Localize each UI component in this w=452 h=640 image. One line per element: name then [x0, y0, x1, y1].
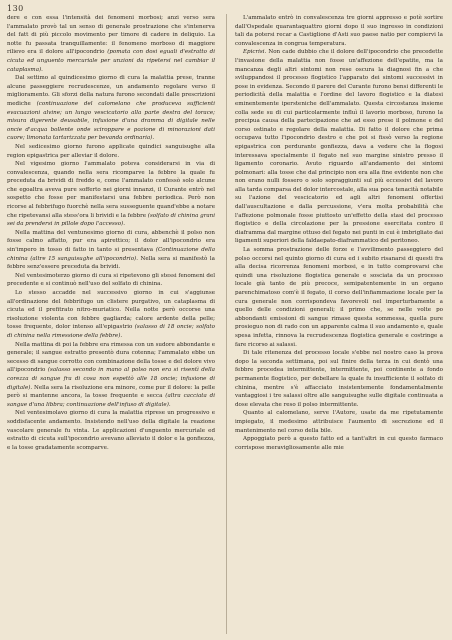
paragraph: La somma prostrazione delle forze e l'avvilimento passeggiero del polso occorsi nel quinto giorno di cura ed i subito risanarsi di questi fra alla decisa ricorrenza fenomeni morbosi, e in tutto comprovarsi che quindi una risoluzione flogistica generale e sosciata da un processo locale già tanto de più precoce, semipatentemente in un organo parenchimatoso com'è il fegato, il corso dell'infiammazione locale per la cura generale non corrispondeva favorevoli nel imperturbamente a quello delle condizioni generali; il primo che, se nelle volte po abbondanti emissioni di sangue rimase questa sommessa, quella pure prosieguo non di rado con un apparente calma il suo andamento e, quale spesa infetta, rinnova la recrudescenza flogistica generale e costringe a fare ricorso ai salassi. — [235, 247, 443, 348]
paragraph: Di tale ritenenza del processo locale s'ebbe nel nostro caso la prova dopo la seconda settimana, poi sul finire della terza in cui dentò una febbre procedea intermittente, intermittente, poi continente a fondo permanente flogistico, per debellare la quale fu insufficiente il solfato di chinina, mentre s'è affacciato insistentemente fondamentalmente vantaggiosi i tre salassi oltre alle sanguisughe sulle digitale continuata a dose elevata che reso il polso intermittente. — [235, 350, 443, 408]
paragraph: Nel ventesimolavo giorno di cura la malattia riprese un progressivo e soddisfacente andamento. Insistendo nell'uso della digitale la reazione vascolare generale fu vinta. Le applicazioni d'unguento mercuriale ed estratto di cicuta sull'ipocondrio avevano alleviato il dolor e la gonfiezza, e la tosse gradatamente scomparve. — [7, 410, 215, 451]
paragraph: Lo stesso accadde nel successivo giorno in cui s'aggiunse all'ordinazione del febbrifugo un clistere purgativo, un cataplasma di cicuta ed il prefitrato nitro-muriatico. Nella notte però occorse una risoluzione violenta con febbre gagliarda; calore ardente della pelle; tosse frequente, dolor intenso all'epigastrio (salasso di 18 oncie; solfato di chinina nella rimessione della febbre). — [7, 290, 215, 339]
paragraph: Nel sedicesimo giorno furono applicate quindici sanguisughe alla region epigastrica per alleviar il dolore. — [7, 143, 215, 159]
paragraph: Dal settimo al quindicesimo giorno di cura la malattia prese, tranne alcune passeggiere recrudescenze, un andamento regolare verso il miglioramento. Gli sforzi della natura furono secondati dalle prescrizioni mediche (continuazione del calomelano che produceva sufficienti evacuazioni alvine; un lungo vescicatorio alla parte destra del torace; misura digerente deusabile, infusione d'una dramma di digitale nelle oncie d'acqua bollente onde sciroppare e pozione di minorazioni dati cuore; limonata tartarizzata per bevanda ordinaria). — [7, 75, 215, 142]
paragraph: Nel vigesimo giorno l'ammalato poteva considerarsi in via di convalescenza, quando nella sera ricomparve la febbre la quale fu preceduta da brividi di freddo e, come l'ammalato confessò solo alcune che egoaltra aveva pure sofferto nei giorni innanzi, il Curante entrò nel sospetto che fosse per manifestarsi una febbre periodica. Però non ricorse al febbrifugo fuorchè nella sera susseguente quand'ebbe a notare che ripetevansi alla stess'ora li brividi e la febbre (solfato di chinina grani sei da prendersi in pillole dopo l'accesso). — [7, 161, 215, 228]
left-text-column — [7, 14, 215, 634]
column-divider — [226, 14, 227, 634]
right-text-column — [235, 14, 443, 634]
paragraph: Nel ventesimoterzo giorno di cura si ripetevono gli stessi fenomeni del precedente e si continuò nell'uso del solfato di chinina. — [7, 272, 215, 288]
paragraph: dere e con essa l'intensità dei fenomeni morbosi; anzi verso sera l'ammalato provò tal un senso di generale prostrazione che s'intenerva del fatt di più piccolo movimento per timore di cadere in deliquio. La notte fu passata tranquillamente: il fenomeno morboso di maggiore rilievo era il dolore all'ipocondrio (pomata con dosi eguali d'estratto di cicuta ed unguento mercuriale per unzioni da ripetersi nel cambiar il cataplasma). — [7, 15, 215, 73]
paragraph: Nella mattina del ventunesimo giorno di cura, abbenchè il polso non fosse calmo affatto, pur era apirettico; il dolor all'ipocondrio era sin'impero in tosso di fatto in tanto si presentava (Continuazione della chinina (altre 15 sanguisughe all'ipocondrio). Nella sera si manifestò la febbre senz'essere preceduta da brividi. — [7, 229, 215, 271]
paragraph: Appoggiato però a questo fatto ed a tant'altri in cui questo farmaco corrispose meravigliosamente alle mie — [235, 436, 443, 451]
paragraph: Quanto al calomelano, serve l'Autore, usate da me ripetutamente impiegato, il medesimo attribuisce l'aumento di secrezione ed il mantenimento nel corso della bile. — [235, 410, 443, 434]
page-number: 130 — [7, 4, 24, 13]
paragraph: Epicrisi. Non cade dubbio che il dolore dell'ipocondrio che precedette l'invasione della malattia non fosse un'affezione dell'epatite, ma la mancanza degli altri sintomi non rese oscura la diagnosi fin a che sviluppandosi il processo flogistico l'apparato dei sintomi successivi in pose in evidenza. Secondo il parere del Curante furono bensi differenti le periodicità della malattia e l'ordine del lavoro flogistico e la diatesi eminentemente ipersteniche dell'ammalato. Questa circostanza insieme colla sede su di cui particolarmente influì il lavorio morboso, furono la precipua causa della partecipazione che ad esso prese il polmone e del corso ostinato e regolare della malattia. Di fatto il dolore che prima occupava tutto l'ipocondrio destro e che poi si fissò verso la regione epigastrica con perdurante gonfiezza, dava a vedere che la flogosi interessava specialmente il fegato nel suo margine sinistro presso il ligamento coronario. Avuto riguardo all'andamento dei sintomi polmonari: alla tosse che dal principio non era alla fine evidente non che non erano nulli fossero o solo sopraggiunti sul più eccessivi del lavoro alla tarda comparsa del dolor intercostale, alla sua poca tenacità notabile su l'azione del vescicatorio ed agli altri fenomeni offertisi dall'auscultazione e dalla percussione, v'era molta probabilità che l'affezione polmonale fosse piuttosto un'effetto della stasi del processo flogistico e della circolazione per la pressione esercitata contro il diaframma dal margine ottuso del fegato nei punti in cui è imbrigliato dai ligamenti superiori della faldaepato-diaframmatico del peritoneo. — [235, 49, 443, 245]
paragraph: Nella mattina di poi la febbre era rimessa con un sudore abbondante e generale; il sangue estratto presentò dura cotenna; l'ammalato ebbe un secesso di sangue corrotto con combinazione della tosse e del dolore vivo all'ipocondrio (salasso secondo in mano al polso non era si risentì della corezza di sangue fra di cosa non espettò alle 18 oncie; infusione di digitale). Nella sera la risoluzione era minore, come pur il dolore: la pelle però si mantenne ancora, la tosse frequente e secca (altra cacciata di sangue d'una libbra; continuazione dell'infuso di digitale). — [7, 341, 215, 408]
paragraph: L'ammalato entrò in convalescenza tre giorni appresso e potè sortire dall'Ospedale quarantaquattro giorni dopo il suo ingresso in condizioni tali da potersi recar a Castiglione d'Asti suo paese natio per compiervi la convalescenza in congrua temperatura. — [235, 15, 443, 47]
